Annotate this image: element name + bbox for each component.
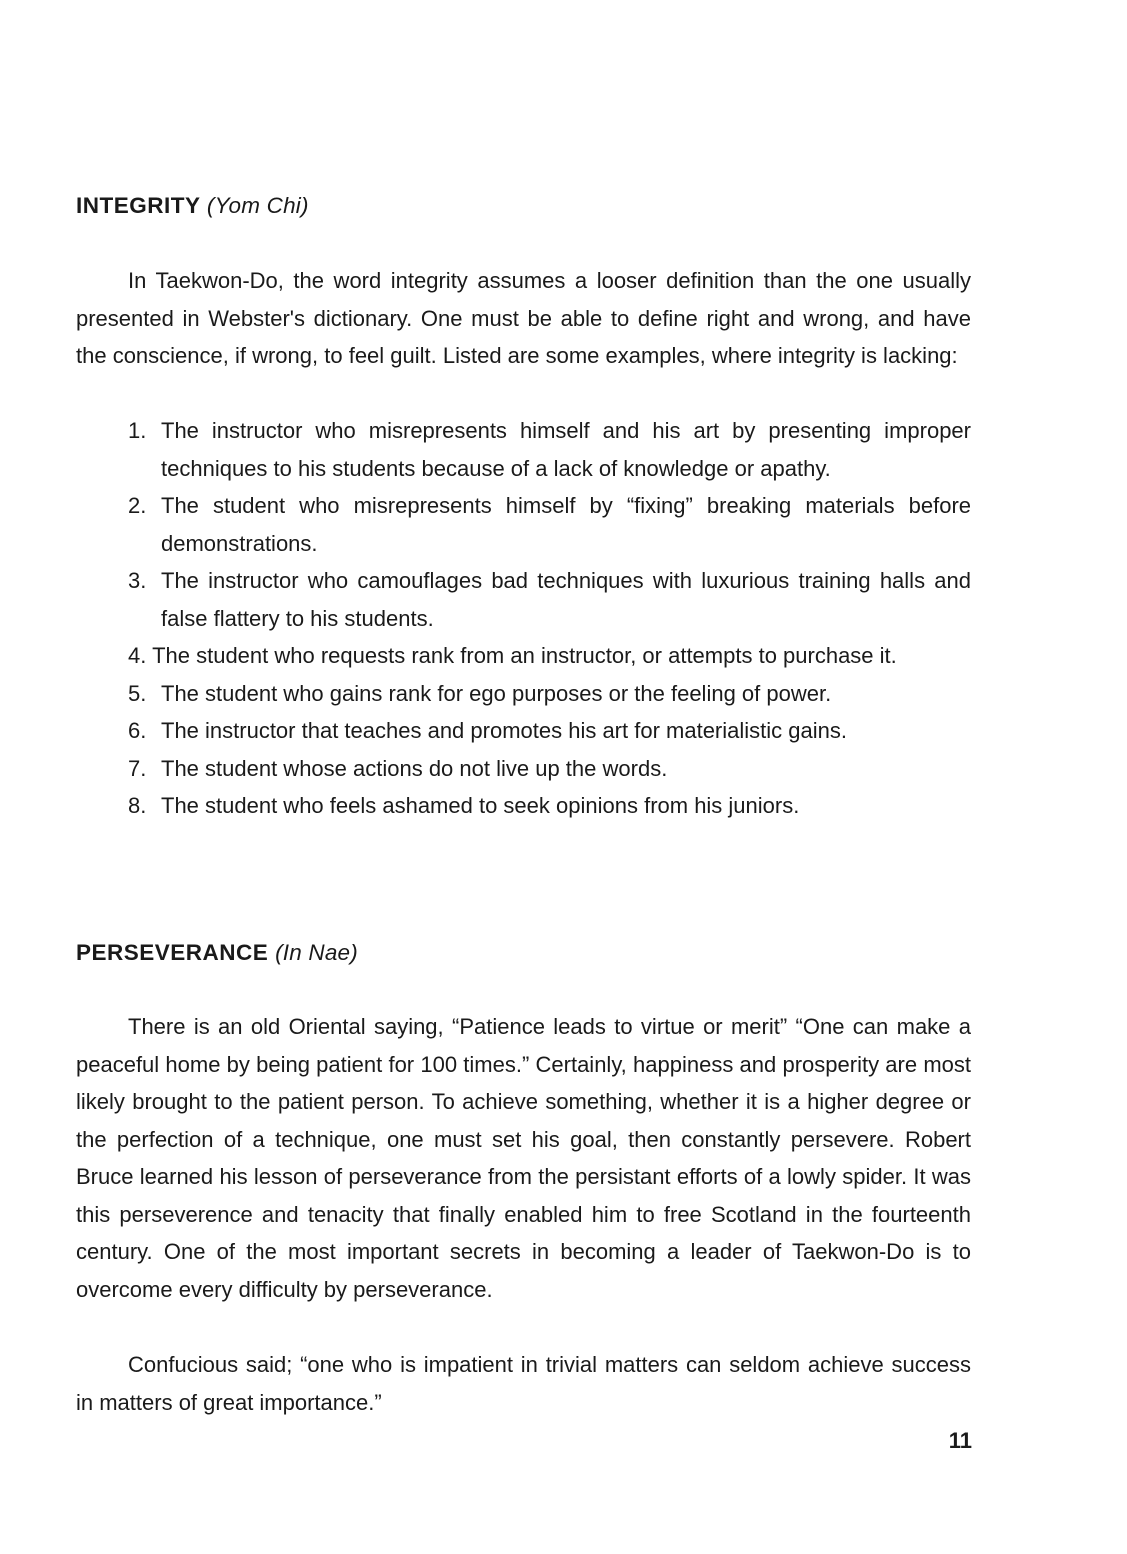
list-item-number: 3. (128, 568, 147, 593)
section-heading-perseverance (76, 938, 358, 968)
heading-subtitle: (In Nae) (275, 940, 358, 965)
heading-title: PERSEVERANCE (76, 940, 269, 965)
integrity-intro-paragraph: In Taekwon-Do, the word integrity assumes a looser definition than the one usually presented in Webster's dictionary. One must be able to define right and wrong, and have the conscience, if wrong, to feel guilt. Listed are some examples, where integrity is lacking: (76, 268, 971, 368)
list-item-text: The instructor who camouflages bad techniques with luxurious training halls and false flattery to his students. (161, 568, 971, 631)
list-item (76, 487, 971, 562)
list-item-text: The student who feels ashamed to seek opinions from his juniors. (161, 793, 800, 818)
list-item (76, 562, 971, 637)
list-item-text: The instructor that teaches and promotes his art for materialistic gains. (161, 718, 847, 743)
list-item-number: 7. (128, 755, 147, 781)
perseverance-paragraph-2: Confucious said; “one who is impatient in trivial matters can seldom achieve success in matters of great importance.” (76, 1352, 971, 1415)
list-item (76, 750, 971, 788)
list-item-text: The student who gains rank for ego purposes or the feeling of power. (161, 680, 832, 706)
list-item-number: 8. (128, 793, 147, 818)
list-item-text: The student who misrepresents himself by “fixing” breaking materials before demonstrations. (161, 493, 971, 556)
list-item (76, 637, 971, 675)
page-number: 11 (948, 1428, 972, 1453)
list-item-number: 2. (128, 493, 147, 518)
list-item-number: 5. (128, 680, 147, 706)
list-item (76, 787, 971, 825)
perseverance-paragraph-1: There is an old Oriental saying, “Patience leads to virtue or merit” “One can make a peaceful home by being patient for 100 times.” Certainly, happiness and prosperity are most likely brought to the patient person. To achieve something, whether it is a higher degree or the perfection of a technique, one must set his goal, then constantly persevere. Robert Bruce learned his lesson of perseverance from the persistant efforts of a lowly spider. It was this perseverence and tenacity that finally enabled him to free Scotland in the fourteenth century. One of the most important secrets in becoming a leader of Taekwon-Do is to overcome every difficulty by perseverance. (76, 1014, 971, 1302)
list-item-text: The instructor who misrepresents himself and his art by presenting improper techniques to his students because of a lack of knowledge or apathy. (161, 418, 971, 481)
section-heading-integrity (76, 191, 309, 221)
list-item (76, 412, 971, 487)
list-item-text: The student who requests rank from an instructor, or attempts to purchase it. (152, 643, 897, 668)
list-item-text: The student whose actions do not live up the words. (161, 755, 668, 781)
integrity-list (76, 412, 971, 825)
list-item-number: 1. (128, 418, 147, 443)
heading-subtitle: (Yom Chi) (206, 193, 309, 218)
list-item-number: 4. (128, 643, 147, 668)
list-item (76, 675, 971, 713)
heading-title: INTEGRITY (76, 193, 201, 218)
list-item-number: 6. (128, 718, 147, 743)
list-item (76, 712, 971, 750)
